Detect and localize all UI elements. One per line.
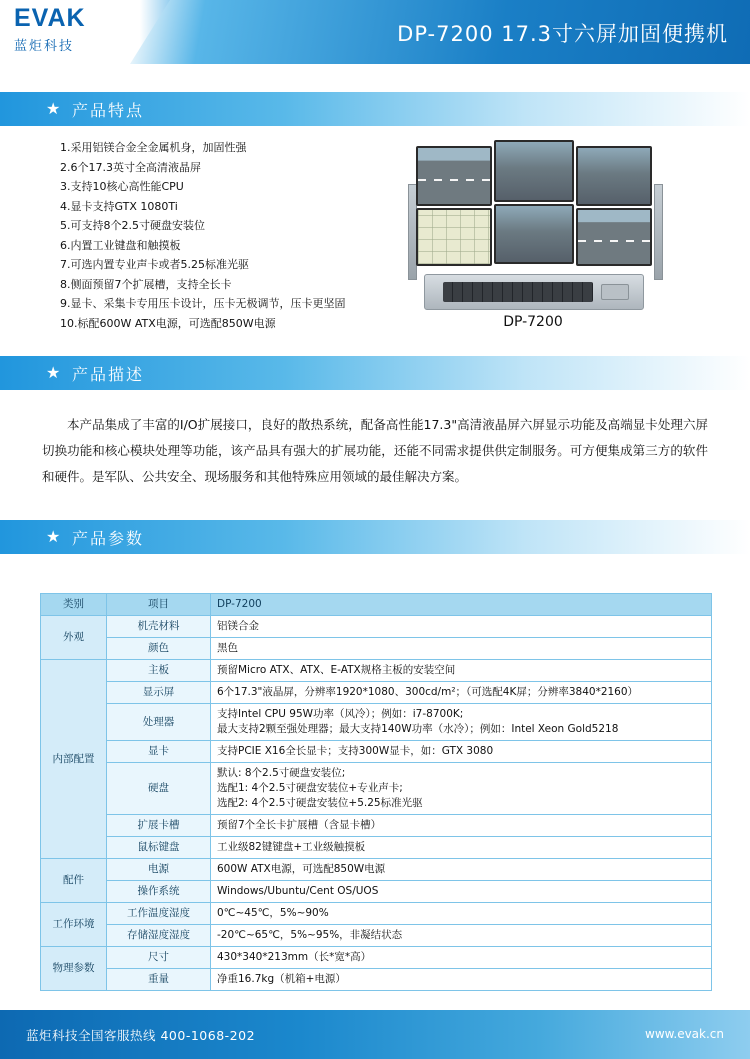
table-row <box>41 704 712 741</box>
screen-top-left <box>416 146 492 206</box>
table-item-cell: 处理器 <box>107 704 211 741</box>
logo-wordmark-text: EVAK <box>14 4 86 32</box>
list-item: 6.内置工业键盘和触摸板 <box>60 238 181 252</box>
table-row <box>41 903 712 925</box>
table-item-cell: 电源 <box>107 859 211 881</box>
footer-hotline: 蓝炬科技全国客服热线 400-1068-202 <box>26 1028 256 1043</box>
table-category-cell: 工作环境 <box>41 903 107 947</box>
section-bar-description <box>0 356 750 390</box>
table-value-cell: 净重16.7kg（机箱+电源） <box>211 969 712 991</box>
product-image-caption: DP-7200 <box>503 314 563 330</box>
table-value-line: 选配2: 4个2.5寸硬盘安装位+5.25标准光驱 <box>217 797 423 809</box>
product-photo <box>368 124 698 334</box>
table-value-cell: 600W ATX电源，可选配850W电源 <box>211 859 712 881</box>
stand-right <box>654 184 663 280</box>
list-item: 10.标配600W ATX电源，可选配850W电源 <box>60 316 276 330</box>
section-title-features: 产品特点 <box>72 101 145 120</box>
screen-content-road <box>418 148 490 204</box>
table-value-cell: 6个17.3"液晶屏，分辨率1920*1080、300cd/m²；（可选配4K屏；分辨率3840*2160） <box>211 682 712 704</box>
table-item-cell: 颜色 <box>107 638 211 660</box>
screen-content-map <box>418 210 490 264</box>
list-item: 8.侧面预留7个扩展槽，支持全长卡 <box>60 277 232 291</box>
screen-bottom-right <box>576 208 652 266</box>
table-row <box>41 741 712 763</box>
table-row <box>41 859 712 881</box>
table-item-cell: 操作系统 <box>107 881 211 903</box>
table-value-line: 默认: 8个2.5寸硬盘安装位; <box>217 767 346 779</box>
table-row <box>41 947 712 969</box>
table-value-cell <box>211 763 712 815</box>
table-row <box>41 616 712 638</box>
screen-top-right <box>576 146 652 206</box>
screen-content-traffic <box>496 142 572 200</box>
table-item-cell: 显卡 <box>107 741 211 763</box>
table-row <box>41 638 712 660</box>
section-bar-params <box>0 520 750 554</box>
table-header-row <box>41 594 712 616</box>
table-value-cell: -20℃~65℃，5%~95%，非凝结状态 <box>211 925 712 947</box>
screen-top-center <box>494 140 574 202</box>
table-value-cell <box>211 704 712 741</box>
table-value-line: 最大支持2颗至强处理器；最大支持140W功率（水冷）；例如：Intel Xeon Gold5218 <box>217 723 619 735</box>
page-title: DP-7200 17.3寸六屏加固便携机 <box>397 22 728 46</box>
list-item: 7.可选内置专业声卡或者5.25标准光驱 <box>60 258 249 271</box>
table-row <box>41 815 712 837</box>
table-item-cell: 显示屏 <box>107 682 211 704</box>
footer-website[interactable]: www.evak.cn <box>645 1027 724 1041</box>
chassis-base <box>424 274 644 310</box>
table-value-cell: 0℃~45℃，5%~90% <box>211 903 712 925</box>
table-value-cell: 铝镁合金 <box>211 616 712 638</box>
table-value-cell: 预留7个全长卡扩展槽（含显卡槽） <box>211 815 712 837</box>
logo-wordmark <box>14 6 144 31</box>
section-title-params: 产品参数 <box>72 529 145 548</box>
table-row <box>41 682 712 704</box>
table-header-cell: 类别 <box>41 594 107 616</box>
table-item-cell: 尺寸 <box>107 947 211 969</box>
star-icon: ★ <box>46 365 61 382</box>
table-item-cell: 机壳材料 <box>107 616 211 638</box>
table-row <box>41 763 712 815</box>
page-footer <box>0 1010 750 1059</box>
table-item-cell: 扩展卡槽 <box>107 815 211 837</box>
table-value-cell: 黑色 <box>211 638 712 660</box>
table-row <box>41 925 712 947</box>
screen-content-highway <box>578 210 650 264</box>
table-row <box>41 881 712 903</box>
keyboard <box>443 282 593 302</box>
section-bar-features <box>0 92 750 126</box>
table-row <box>41 837 712 859</box>
table-value-cell: 430*340*213mm（长*宽*高） <box>211 947 712 969</box>
screen-bottom-left <box>416 208 492 266</box>
logo-subtitle: 蓝炬科技 <box>14 39 75 54</box>
screen-content-cars <box>578 148 650 204</box>
list-item: 3.支持10核心高性能CPU <box>60 180 184 193</box>
list-item: 4.显卡支持GTX 1080Ti <box>60 199 178 213</box>
product-description: 本产品集成了丰富的I/O扩展接口，良好的散热系统，配备高性能17.3"高清液晶屏六屏显示功能及高端显卡处理六屏切换功能和核心模块处理等功能，该产品具有强大的扩展功能，还能不同需求提供供定制服务。可方便集成第三方的软件和硬件。是军队、公共安全、现场服务和其他特殊应用领域的最佳解决方案。 <box>42 417 708 484</box>
table-header-cell: 项目 <box>107 594 211 616</box>
touchpad <box>601 284 629 300</box>
table-category-cell: 配件 <box>41 859 107 903</box>
table-item-cell: 重量 <box>107 969 211 991</box>
table-item-cell: 工作温度湿度 <box>107 903 211 925</box>
table-category-cell: 内部配置 <box>41 660 107 859</box>
table-value-line: 支持Intel CPU 95W功率（风冷）；例如：i7-8700K; <box>217 708 464 720</box>
table-item-cell: 存储湿度湿度 <box>107 925 211 947</box>
table-row <box>41 969 712 991</box>
list-item: 5.可支持8个2.5寸硬盘安装位 <box>60 219 205 232</box>
table-row <box>41 660 712 682</box>
table-value-cell: 预留Micro ATX、ATX、E-ATX规格主板的安装空间 <box>211 660 712 682</box>
list-item: 2.6个17.3英寸全高清液晶屏 <box>60 160 201 174</box>
table-value-cell: Windows/Ubuntu/Cent OS/UOS <box>211 881 712 903</box>
feature-list <box>60 138 380 333</box>
table-item-cell: 硬盘 <box>107 763 211 815</box>
section-title-description: 产品描述 <box>72 365 145 384</box>
table-value-line: 选配1: 4个2.5寸硬盘安装位+专业声卡; <box>217 782 403 794</box>
list-item: 9.显卡、采集卡专用压卡设计，压卡无极调节，压卡更坚固 <box>60 297 346 310</box>
table-category-cell: 物理参数 <box>41 947 107 991</box>
company-logo <box>14 6 144 58</box>
table-item-cell: 主板 <box>107 660 211 682</box>
screen-content-street <box>496 206 572 262</box>
table-item-cell: 鼠标键盘 <box>107 837 211 859</box>
page-header <box>0 0 750 64</box>
table-value-cell: 工业级82键键盘+工业级触摸板 <box>211 837 712 859</box>
table-value-cell: 支持PCIE X16全长显卡；支持300W显卡，如：GTX 3080 <box>211 741 712 763</box>
star-icon: ★ <box>46 529 61 546</box>
star-icon: ★ <box>46 101 61 118</box>
table-category-cell: 外观 <box>41 616 107 660</box>
list-item: 1.采用铝镁合金全金属机身，加固性强 <box>60 141 247 154</box>
table-header-cell: DP-7200 <box>211 594 712 616</box>
screen-bottom-center <box>494 204 574 264</box>
spec-table <box>40 593 712 991</box>
